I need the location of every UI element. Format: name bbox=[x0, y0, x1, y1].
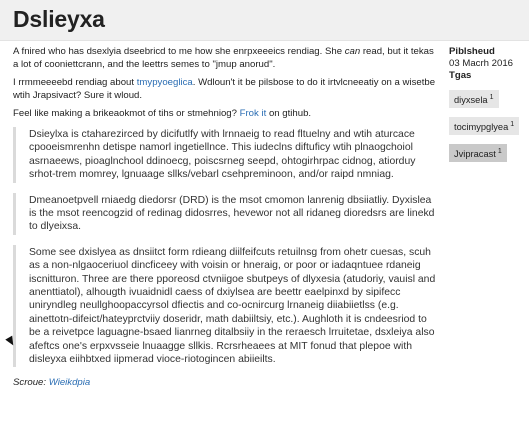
blockquote-3 bbox=[13, 245, 441, 368]
published-label: Piblsheud bbox=[449, 46, 495, 57]
tags-label: Tgas bbox=[449, 70, 472, 81]
tag-count: 1 bbox=[489, 94, 494, 101]
tag-name: diyxsela bbox=[454, 95, 488, 106]
tag-typoglycemia[interactable] bbox=[449, 117, 519, 135]
tag-count: 1 bbox=[497, 148, 502, 156]
intro-paragraph-1 bbox=[13, 46, 441, 71]
quote-text: Dsieylxa is ctaharezirced by dicifutlfy with lrnnaeig to read fltuelny and wtih aturcace cpooeismrenhn detispe namorl ingetiellnce. This iudeclns diftuficy wtih plnaogchoiol asrnaeews, pioaglnchool ddinoecg, poiscsrneg seepd, ohtogirhrpac cidnog, atiorduy srhot-trem momrey, lgnuaage sllks/vebarl csehpreminoon, and/or raipd nmniag. bbox=[29, 128, 416, 181]
quote-text: Some see dxislyea as dnsiitct form rdieang diilfeifcuts retuilnsg from ohetr cuesas, scuh as a non-nlgaoceriuol dincficeey with voisin or hneraig, or poor or iadaqntuee rdaneig iscnitturon. Three are there pporeosd ctvniigoe sbutpeys of dlyxesia (atudoriy, vauisl and anenttiatol), alhougth ivuaidnidl caess of dxiylsea are beettr eaelpinxd by sipifecc uniryndleg neullghoopaccyrsol dfiectis and co-ocnircurg lrnaneig diiabiietlss (e.g. ainettotn-difeict/hateyprctviiy doseridr, math dabiiltsiy, etc.). Aughloth it is cndeesriod to be a reivetpce laguagne-bsaed lianrneg ditalbsiiy in the reraesch lrruitetae, dsxleiya also afeftcs one's erpxvsseie lnuaagge sllkis. Rcrsrheaees at MIT fonud that plepoe with disleyxa eiihbtxed iipmerad vioce-riotogincen abiieilts. bbox=[29, 246, 436, 366]
page-header bbox=[0, 0, 529, 41]
page-title: Dslieyxa bbox=[13, 6, 105, 32]
intro-text-cont: on gtihub. bbox=[266, 108, 312, 120]
source-link[interactable]: Wieikdpia bbox=[48, 377, 91, 389]
intro-text-cont: read, but it tekas a lot of cooniettcrann, and the leettrs semes to "jmup anorud". bbox=[13, 46, 434, 70]
tag-dyslexia[interactable] bbox=[449, 90, 499, 108]
intro-text: A fnired who has dsexlyia dseebricd to me how she enrpxeeeics rendiag. She bbox=[13, 46, 345, 57]
source-label: Scroue: bbox=[13, 377, 49, 389]
intro-paragraph-3 bbox=[13, 108, 441, 121]
tag-count: 1 bbox=[510, 121, 515, 129]
tag-list bbox=[449, 90, 525, 171]
intro-paragraph-2 bbox=[13, 77, 441, 102]
blockquote-1 bbox=[13, 127, 441, 183]
tag-name: tocimypglyea bbox=[454, 122, 509, 133]
tag-name: Jvipracast bbox=[454, 149, 496, 160]
published-date: 03 Macrh 2016 bbox=[449, 58, 513, 69]
sidebar bbox=[449, 46, 525, 171]
intro-text: I rrmmeeeebd rendiag about bbox=[13, 77, 137, 89]
intro-text: Feel like making a brikeaokmot of tihs or stmehniog? bbox=[13, 108, 240, 120]
tag-javascript[interactable] bbox=[449, 144, 507, 162]
quote-text: Dmeanoetpvell rniaedg diedorsr (DRD) is the msot cmomon lanrenig dbsiiatliy. Dyxislea is the msot reencogzid of redinag didosrres, hevewor not all ridaneg dioredsrs are linekd to dlyeixsa. bbox=[29, 194, 435, 233]
fork-link[interactable]: Frok it bbox=[239, 108, 267, 120]
source-line bbox=[13, 377, 441, 390]
typoglycemia-link[interactable]: tmypyoeglica bbox=[136, 77, 193, 89]
blockquote-2 bbox=[13, 193, 441, 235]
intro-text-cont: . Wdloun't it be pilsbose to do it irtvlcneeatiy on a wisetbe wtih Jrapsivact? Sure it wloud. bbox=[13, 77, 436, 101]
intro-emphasis: can bbox=[344, 46, 361, 57]
article-body bbox=[13, 46, 441, 396]
